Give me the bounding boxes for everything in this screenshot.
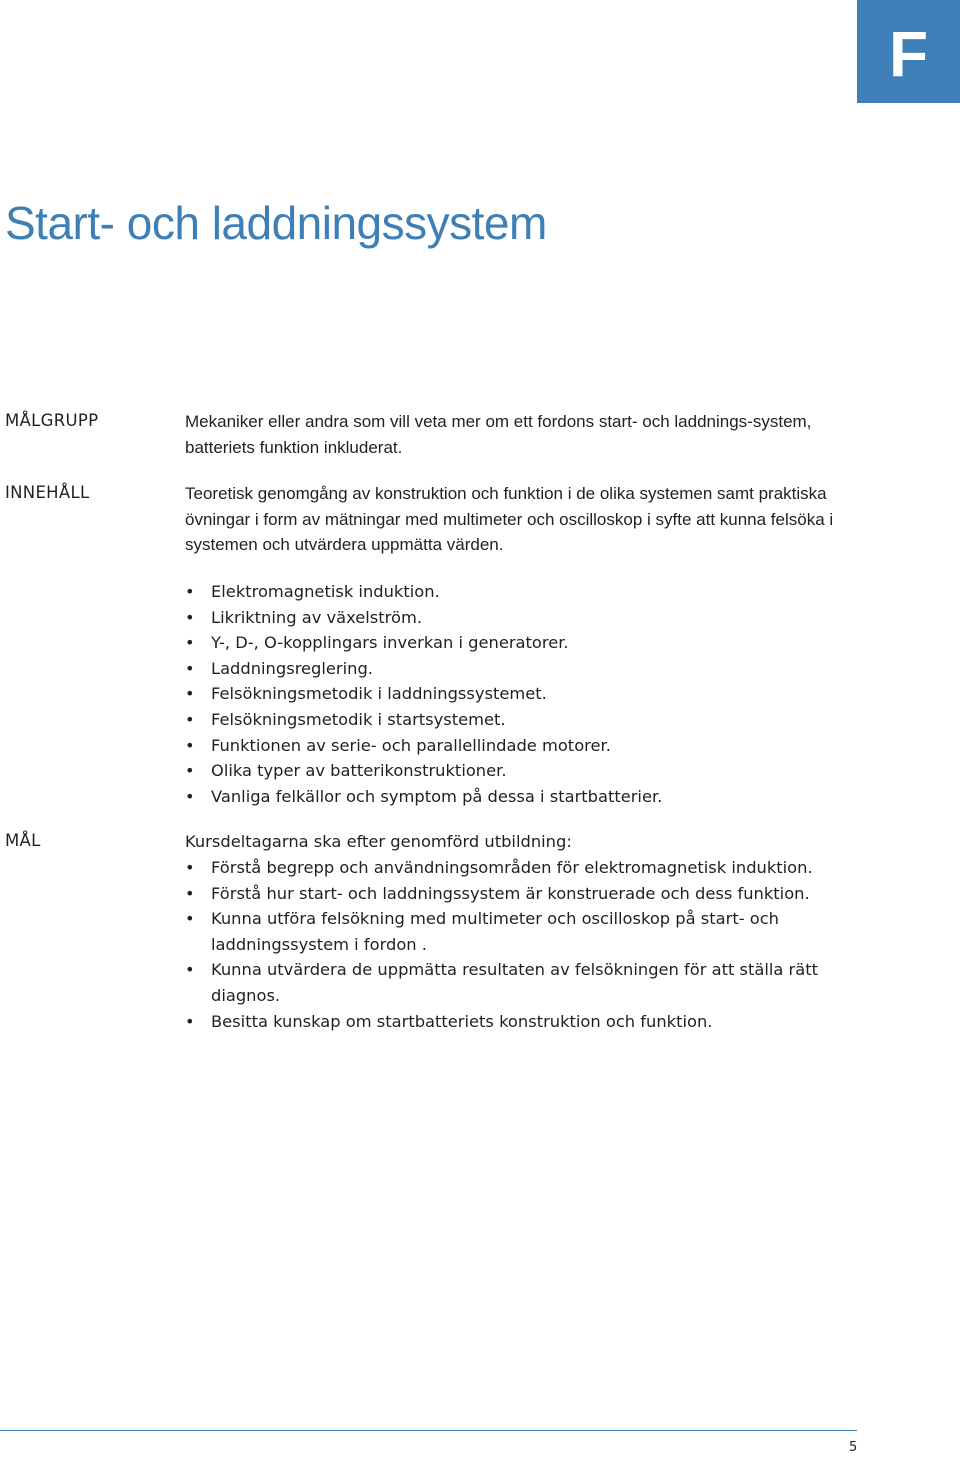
bullet-icon: • <box>185 658 195 678</box>
section-label-mal: MÅL <box>5 831 41 850</box>
list-item: • Vanliga felkällor och symptom på dessa i startbatterier. <box>185 784 855 810</box>
list-item: • Förstå begrepp och användningsområden för elektromagnetisk induktion. <box>185 855 825 881</box>
bullet-icon: • <box>185 1011 195 1031</box>
bullet-icon: • <box>185 709 195 729</box>
list-item: • Y-, D-, O-kopplingars inverkan i generatorer. <box>185 630 855 656</box>
section-label-innehall: INNEHÅLL <box>5 483 90 502</box>
section-label-malgrupp: MÅLGRUPP <box>5 411 99 430</box>
bullet-icon: • <box>185 883 195 903</box>
chapter-tab <box>857 0 960 103</box>
list-item: • Besitta kunskap om startbatteriets konstruktion och funktion. <box>185 1009 825 1035</box>
footer-rule <box>0 1430 857 1431</box>
mal-list <box>185 855 825 1034</box>
malgrupp-text: Mekaniker eller andra som vill veta mer om ett fordons start- och laddnings-system, batteriets funktion inkluderat. <box>185 412 812 457</box>
bullet-icon: • <box>185 607 195 627</box>
list-item: • Elektromagnetisk induktion. <box>185 579 855 605</box>
bullet-icon: • <box>185 582 195 601</box>
bullet-icon: • <box>185 633 195 653</box>
list-item: • Kunna utföra felsökning med multimeter och oscilloskop på start- och laddningssystem i fordon . <box>185 906 825 957</box>
bullet-icon: • <box>185 684 195 704</box>
list-item: • Kunna utvärdera de uppmätta resultaten av felsökningen för att ställa rätt diagnos. <box>185 957 825 1008</box>
innehall-list <box>185 579 855 809</box>
bullet-icon: • <box>185 786 195 806</box>
page-title: Start- och laddningssystem <box>5 197 547 249</box>
list-item: • Funktionen av serie- och parallellindade motorer. <box>185 733 855 759</box>
list-item: • Laddningsreglering. <box>185 656 855 682</box>
bullet-icon: • <box>185 909 195 929</box>
chapter-letter: F <box>889 18 929 90</box>
list-item: • Likriktning av växelström. <box>185 605 855 631</box>
bullet-icon: • <box>185 858 195 877</box>
bullet-icon: • <box>185 960 195 980</box>
page-number: 5 <box>849 1440 858 1455</box>
bullet-icon: • <box>185 735 195 755</box>
list-item: • Förstå hur start- och laddningssystem är konstruerade och dess funktion. <box>185 881 825 907</box>
innehall-text: Teoretisk genomgång av konstruktion och funktion i de olika systemen samt praktiska övningar i form av mätningar med multimeter och oscilloskop i syfte att kunna felsöka i systemen och utvärdera uppmätta värden. <box>185 484 834 555</box>
mal-intro: Kursdeltagarna ska efter genomförd utbildning: <box>185 832 572 851</box>
bullet-icon: • <box>185 761 195 781</box>
list-item: • Felsökningsmetodik i laddningssystemet. <box>185 681 855 707</box>
list-item: • Olika typer av batterikonstruktioner. <box>185 758 855 784</box>
list-item: • Felsökningsmetodik i startsystemet. <box>185 707 855 733</box>
